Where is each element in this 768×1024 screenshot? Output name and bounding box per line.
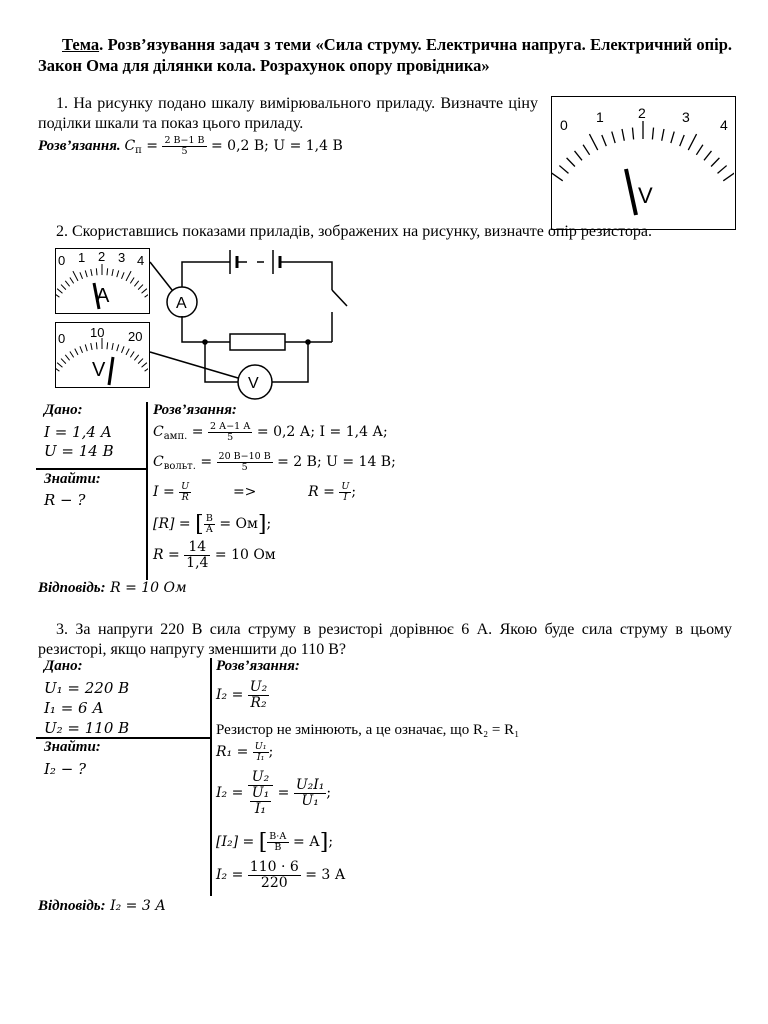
task2-answer: Відповідь: R = 10 Ом xyxy=(38,580,187,596)
tick-label-3: 3 xyxy=(682,109,690,125)
ammeter-unit: A xyxy=(96,285,110,307)
task1-solution: Розв’язання. $C_п$ = $\frac{2 В-1 В}{5}$ = 0,2 В; U = 1,4 В xyxy=(38,135,343,157)
voltmeter2-unit: V xyxy=(92,359,106,381)
meter-unit: V xyxy=(638,183,653,208)
task2-given-2: U = 14 В xyxy=(44,442,114,460)
task2-sol-line3: I = $\frac{U}{R}$ => R = $\frac{U}{I}$ ; xyxy=(153,481,357,503)
tick-label-0: 0 xyxy=(560,117,568,133)
wire-top-left xyxy=(182,262,230,287)
task2-given-label: Дано: xyxy=(44,402,83,418)
task3-given-label: Дано: xyxy=(44,658,83,674)
switch xyxy=(332,290,347,306)
volt-tick-1: 10 xyxy=(90,325,105,340)
volt-tick-0: 0 xyxy=(58,331,66,346)
task2-sol-line5: R = $\frac{14}{1,4}$ = 10 Ом xyxy=(153,539,276,571)
circuit-voltmeter-label: V xyxy=(248,375,259,392)
amm-tick-3: 3 xyxy=(118,250,126,265)
task3-sol-line6: I₂ = $\frac{110 \cdot 6}{220}$ = 3 А xyxy=(216,859,346,891)
given-divider-vertical xyxy=(146,402,148,580)
amm-tick-4: 4 xyxy=(137,253,145,268)
circuit-diagram xyxy=(0,0,768,400)
task1-text: 1. На рисунку подано шкалу вимірювального приладу. Визначте ціну поділки шкали та показ цього приладу. xyxy=(38,95,538,132)
circuit-ammeter-label: A xyxy=(176,295,187,312)
task3-given-3: U₂ = 110 В xyxy=(44,719,130,737)
task2-find: R − ? xyxy=(44,491,86,509)
volt-tick-2: 20 xyxy=(128,329,143,344)
task2-find-label: Знайти: xyxy=(44,471,101,487)
wire-top-right xyxy=(280,262,332,290)
task3-find: I₂ − ? xyxy=(44,760,87,778)
tick-label-4: 4 xyxy=(720,117,728,133)
task2-text: 2. Скориставшись показами приладів, зображених на рисунку, визначте опір резистора. xyxy=(56,223,653,240)
task3-given-2: I₁ = 6 А xyxy=(44,699,104,717)
wire-volt-right xyxy=(272,342,308,382)
given-divider-horizontal xyxy=(36,468,146,470)
task3-given-1: U₁ = 220 В xyxy=(44,679,130,697)
task3-solution-label: Розв’язання: xyxy=(216,658,300,674)
junction-right xyxy=(305,339,311,345)
amm-tick-1: 1 xyxy=(78,250,86,265)
tick-label-2: 2 xyxy=(638,105,646,121)
task3-text: 3. За напруги 220 В сила струму в резисторі дорівнює 6 А. Якою буде сила струму в цьому резисторі, якщо напругу зменшити до 110 В? xyxy=(38,621,732,658)
title-label: Тема xyxy=(62,35,100,54)
resistor xyxy=(230,334,285,350)
amm-tick-0: 0 xyxy=(58,253,66,268)
task3-divider-vertical xyxy=(210,658,212,896)
tick-label-1: 1 xyxy=(596,109,604,125)
task3-sol-line4: I₂ = $\frac{\text{U₂}}{\frac{\text{U₁}}{\text{I₁}}}$ = $\frac{\text{U₂I₁}}{\text{U₁}}$ ; xyxy=(216,769,332,817)
title-text: . Розв’язування задач з теми «Сила струму. Електрична напруга. Електричний опір. Закон Ома для ділянки кола. Розрахунок опору провідника» xyxy=(38,35,732,75)
task1-solution-label: Розв’язання. xyxy=(38,137,121,154)
task2-solution-label: Розв’язання: xyxy=(153,402,237,418)
amm-tick-2: 2 xyxy=(98,249,106,264)
junction-left xyxy=(202,339,208,345)
task2-sol-line4: [R] = [ $\frac{В}{А}$ = Ом]; xyxy=(153,512,272,537)
task3-sol-line5: [I₂] = [ $\frac{В\cdot А}{В}$ = А]; xyxy=(216,830,334,855)
task2-sol-line2: $C_{вольт.}$ = $\frac{20 В-10 В}{5}$ = 2 В; U = 14 В; xyxy=(153,451,396,473)
task3-find-label: Знайти: xyxy=(44,739,101,755)
task3-sol-line3: R₁ = $\frac{\text{U₁}}{\text{I₁}}$ ; xyxy=(216,741,274,763)
task2-given-1: I = 1,4 А xyxy=(44,423,113,441)
wire-left xyxy=(182,316,230,342)
voltmeter-pointer-line xyxy=(150,352,238,378)
task3-sol-line1: I₂ = $\frac{\text{U₂}}{\text{R₂}}$ xyxy=(216,679,268,711)
ammeter-pointer-line xyxy=(150,262,172,290)
task3-sol-line2: Резистор не змінюють, а це означає, що R₂ = R₁ xyxy=(216,722,520,738)
task2-sol-line1: $C_{амп.}$ = $\frac{2 А-1 А}{5}$ = 0,2 А; I = 1,4 А; xyxy=(153,421,388,443)
task3-answer: Відповідь: I₂ = 3 А xyxy=(38,898,166,914)
